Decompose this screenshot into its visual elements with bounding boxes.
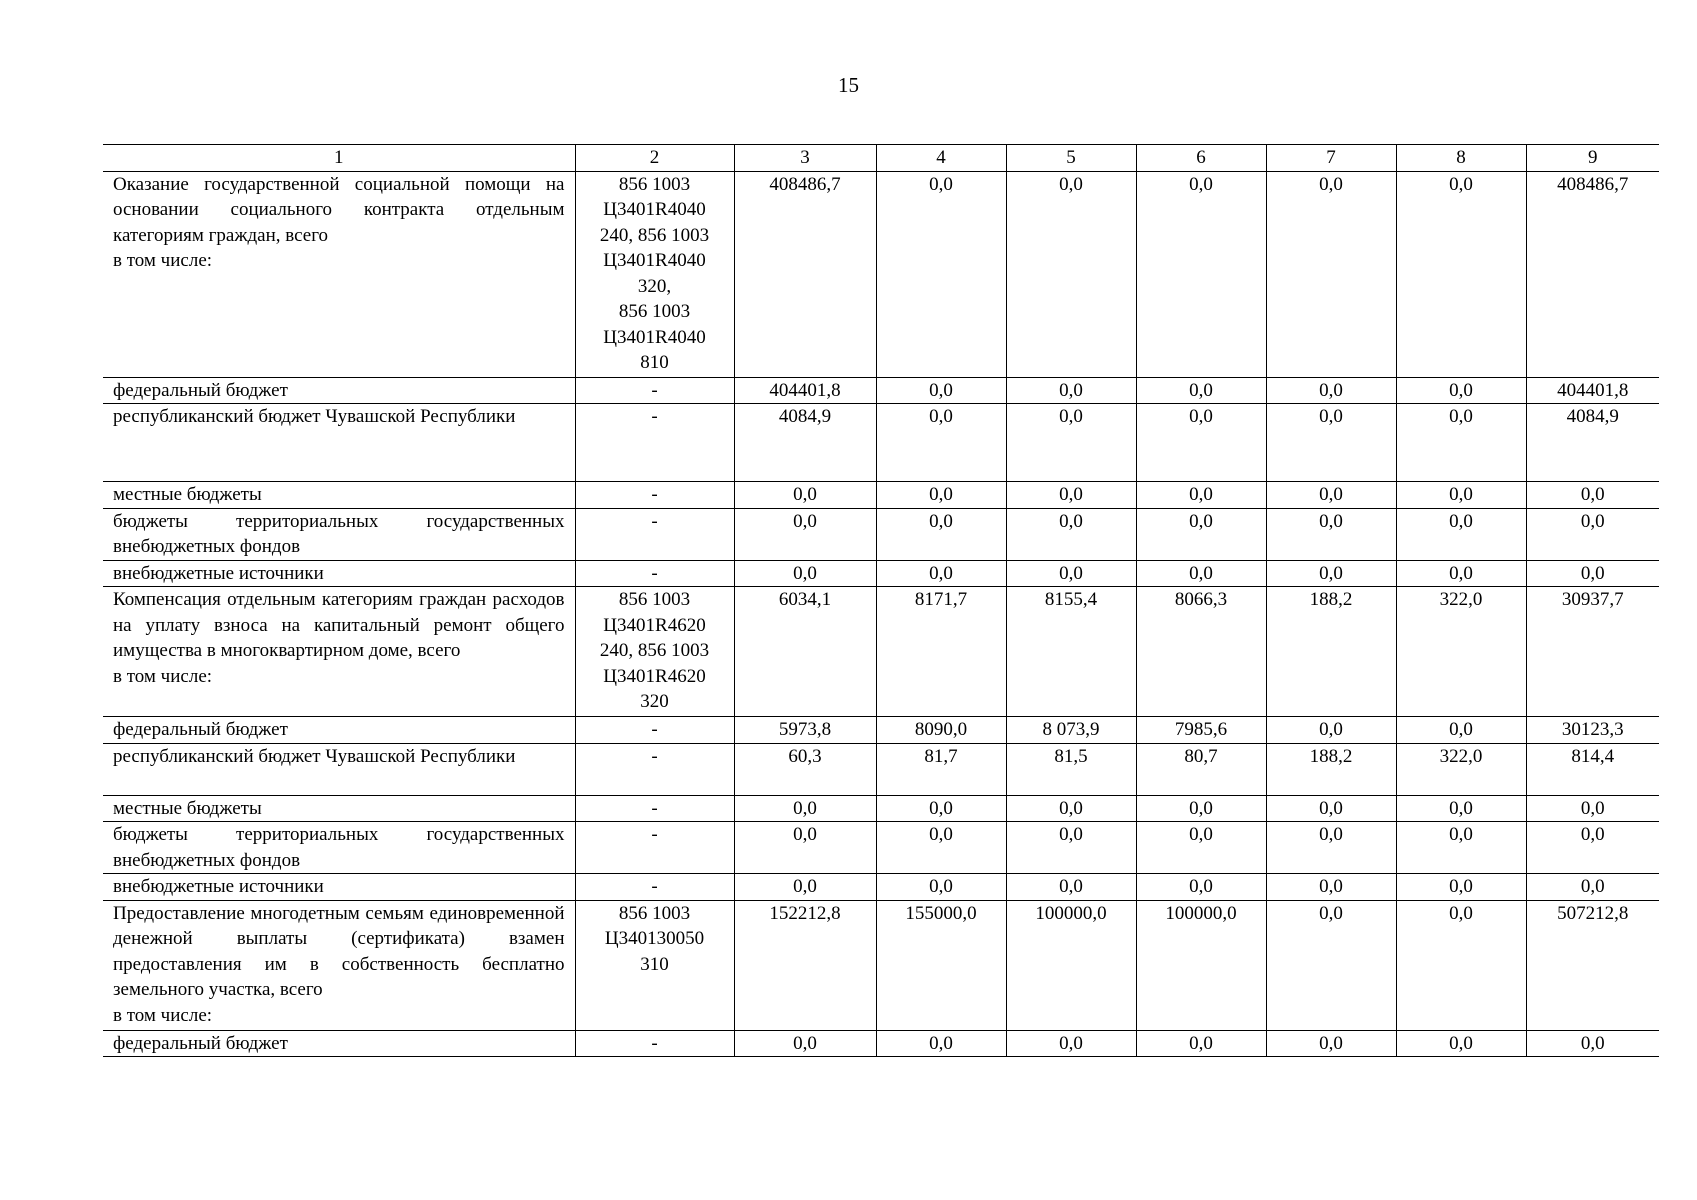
- value-cell: 60,3: [734, 743, 876, 795]
- value-cell: 0,0: [1136, 482, 1266, 509]
- row-code-line: 856 1003: [618, 589, 691, 610]
- row-code-cell: [575, 717, 734, 744]
- row-code-line: Ц3401R4040: [603, 199, 706, 220]
- row-code-line: -: [651, 824, 658, 845]
- value-cell: 0,0: [1396, 874, 1526, 901]
- row-code-line: 320,: [637, 275, 672, 297]
- value-cell: 0,0: [1136, 1030, 1266, 1057]
- row-code-line: 310: [640, 953, 669, 975]
- value-cell: 7985,6: [1136, 717, 1266, 744]
- value-cell: 0,0: [1266, 377, 1396, 404]
- row-code-cell: [575, 508, 734, 560]
- value-cell: 0,0: [1526, 508, 1659, 560]
- value-cell: 0,0: [1396, 822, 1526, 874]
- row-code-cell: [575, 482, 734, 509]
- value-cell: 30123,3: [1526, 717, 1659, 744]
- row-code-cell: [575, 377, 734, 404]
- table-row: [103, 587, 1659, 717]
- value-cell: 152212,8: [734, 900, 876, 1030]
- value-cell: 0,0: [1006, 1030, 1136, 1057]
- table-row: [103, 560, 1659, 587]
- value-cell: 0,0: [1396, 377, 1526, 404]
- table-row: [103, 795, 1659, 822]
- row-code-cell: [575, 822, 734, 874]
- row-name-cell: [103, 560, 575, 587]
- row-code-cell: [575, 795, 734, 822]
- row-code-line: -: [651, 719, 658, 740]
- value-cell: 8066,3: [1136, 587, 1266, 717]
- row-name-cell: [103, 587, 575, 717]
- value-cell: 0,0: [876, 508, 1006, 560]
- row-name-line: местные бюджеты: [113, 797, 262, 819]
- value-cell: 0,0: [1266, 482, 1396, 509]
- value-cell: 0,0: [1526, 560, 1659, 587]
- value-cell: 408486,7: [1526, 171, 1659, 377]
- row-code-line: -: [651, 379, 658, 401]
- value-cell: 0,0: [1396, 795, 1526, 822]
- value-cell: 408486,7: [734, 171, 876, 377]
- table-row: [103, 508, 1659, 560]
- row-code-line: 240, 856 1003: [599, 640, 710, 661]
- value-cell: 507212,8: [1526, 900, 1659, 1030]
- row-name-line: Компенсация отдельным категориям граждан расходов на уплату взноса на капитальный ремонт общего имущества в многоквартирном доме, всего: [113, 589, 565, 661]
- value-cell: 8090,0: [876, 717, 1006, 744]
- row-name-line: местные бюджеты: [113, 484, 262, 505]
- column-number: 9: [1526, 145, 1659, 172]
- table-body: [103, 171, 1659, 1057]
- table-row: [103, 822, 1659, 874]
- row-name-cell: [103, 1030, 575, 1057]
- row-name-cell: [103, 404, 575, 482]
- table-row: [103, 1030, 1659, 1057]
- value-cell: 0,0: [1136, 560, 1266, 587]
- value-cell: 0,0: [1136, 822, 1266, 874]
- row-code-line: -: [651, 876, 658, 897]
- value-cell: 0,0: [876, 377, 1006, 404]
- row-name-line: федеральный бюджет: [113, 1032, 288, 1054]
- value-cell: 0,0: [1266, 1030, 1396, 1057]
- value-cell: 4084,9: [734, 404, 876, 482]
- row-name-cell: [103, 900, 575, 1030]
- row-name-line: Оказание государственной социальной помощи на основании социального контракта отдельным категориям граждан, всего: [113, 173, 565, 246]
- row-name-cell: [103, 795, 575, 822]
- value-cell: 0,0: [734, 874, 876, 901]
- row-name-cell: [103, 822, 575, 874]
- value-cell: 0,0: [1006, 482, 1136, 509]
- value-cell: 0,0: [1006, 822, 1136, 874]
- row-name-cell: [103, 377, 575, 404]
- value-cell: 0,0: [1396, 508, 1526, 560]
- value-cell: 6034,1: [734, 587, 876, 717]
- value-cell: 0,0: [1266, 717, 1396, 744]
- page-number: 15: [838, 73, 859, 97]
- value-cell: 0,0: [1006, 874, 1136, 901]
- value-cell: 0,0: [1266, 874, 1396, 901]
- column-number: 4: [876, 145, 1006, 172]
- row-code-line: -: [651, 562, 658, 584]
- value-cell: 404401,8: [1526, 377, 1659, 404]
- value-cell: 0,0: [1396, 482, 1526, 509]
- row-name-line: в том числе:: [113, 665, 213, 687]
- value-cell: 0,0: [1006, 171, 1136, 377]
- row-code-line: Ц3401R4620: [603, 614, 706, 636]
- value-cell: 30937,7: [1526, 587, 1659, 717]
- value-cell: 322,0: [1396, 743, 1526, 795]
- budget-table: [103, 144, 1659, 1057]
- value-cell: 0,0: [876, 874, 1006, 901]
- value-cell: 100000,0: [1006, 900, 1136, 1030]
- value-cell: 0,0: [1396, 560, 1526, 587]
- value-cell: 0,0: [1266, 822, 1396, 874]
- table-row: [103, 900, 1659, 1030]
- table-row: [103, 404, 1659, 482]
- value-cell: 0,0: [1266, 560, 1396, 587]
- value-cell: 0,0: [1526, 874, 1659, 901]
- value-cell: 0,0: [1396, 717, 1526, 744]
- row-code-line: 856 1003: [618, 902, 691, 924]
- row-code-line: 240, 856 1003: [599, 224, 710, 246]
- value-cell: 0,0: [876, 1030, 1006, 1057]
- row-code-line: 856 1003: [618, 301, 691, 322]
- row-name-line: федеральный бюджет: [113, 719, 288, 740]
- value-cell: 0,0: [1396, 404, 1526, 482]
- row-code-line: -: [651, 797, 658, 819]
- value-cell: 0,0: [876, 404, 1006, 482]
- value-cell: 188,2: [1266, 743, 1396, 795]
- table-row: [103, 377, 1659, 404]
- value-cell: 404401,8: [734, 377, 876, 404]
- row-name-line: внебюджетные источники: [113, 562, 324, 584]
- row-code-line: Ц340130050: [604, 928, 705, 949]
- row-code-cell: [575, 1030, 734, 1057]
- value-cell: 0,0: [1526, 822, 1659, 874]
- value-cell: 0,0: [1526, 795, 1659, 822]
- value-cell: 0,0: [734, 482, 876, 509]
- row-code-line: 856 1003: [618, 173, 691, 195]
- value-cell: 0,0: [1396, 900, 1526, 1030]
- value-cell: 0,0: [876, 560, 1006, 587]
- value-cell: 0,0: [1396, 171, 1526, 377]
- value-cell: 0,0: [876, 482, 1006, 509]
- value-cell: 814,4: [1526, 743, 1659, 795]
- value-cell: 0,0: [1266, 508, 1396, 560]
- row-code-cell: [575, 404, 734, 482]
- row-code-line: Ц3401R4620: [603, 665, 706, 687]
- row-name-cell: [103, 743, 575, 795]
- row-name-cell: [103, 874, 575, 901]
- row-code-line: 810: [640, 352, 669, 373]
- row-name-line: бюджеты территориальных государственных внебюджетных фондов: [113, 824, 565, 871]
- row-code-cell: [575, 587, 734, 717]
- value-cell: 8155,4: [1006, 587, 1136, 717]
- value-cell: 4084,9: [1526, 404, 1659, 482]
- value-cell: 5973,8: [734, 717, 876, 744]
- row-name-cell: [103, 482, 575, 509]
- column-number: 7: [1266, 145, 1396, 172]
- column-number-row: [103, 145, 1659, 172]
- column-number: 6: [1136, 145, 1266, 172]
- row-code-line: -: [651, 406, 658, 427]
- value-cell: 81,7: [876, 743, 1006, 795]
- value-cell: 0,0: [1396, 1030, 1526, 1057]
- value-cell: 0,0: [734, 1030, 876, 1057]
- row-name-cell: [103, 508, 575, 560]
- value-cell: 188,2: [1266, 587, 1396, 717]
- value-cell: 0,0: [1136, 874, 1266, 901]
- value-cell: 322,0: [1396, 587, 1526, 717]
- value-cell: 0,0: [1006, 795, 1136, 822]
- value-cell: 100000,0: [1136, 900, 1266, 1030]
- column-number: 2: [575, 145, 734, 172]
- value-cell: 0,0: [1136, 795, 1266, 822]
- value-cell: 0,0: [734, 822, 876, 874]
- value-cell: 0,0: [1266, 900, 1396, 1030]
- row-name-cell: [103, 171, 575, 377]
- value-cell: 0,0: [1266, 404, 1396, 482]
- table-row: [103, 171, 1659, 377]
- value-cell: 0,0: [1136, 508, 1266, 560]
- value-cell: 0,0: [1266, 795, 1396, 822]
- row-code-line: -: [651, 745, 658, 767]
- row-code-line: Ц3401R4040: [603, 250, 706, 271]
- value-cell: 0,0: [1006, 404, 1136, 482]
- value-cell: 0,0: [1136, 404, 1266, 482]
- value-cell: 0,0: [876, 795, 1006, 822]
- value-cell: 80,7: [1136, 743, 1266, 795]
- row-code-line: 320: [640, 691, 669, 712]
- row-name-line: внебюджетные источники: [113, 876, 324, 897]
- value-cell: 0,0: [1136, 171, 1266, 377]
- table-row: [103, 743, 1659, 795]
- row-name-line: республиканский бюджет Чувашской Республики: [113, 406, 516, 427]
- row-name-line: Предоставление многодетным семьям единовременной денежной выплаты (сертификата) взамен предоставления им в собственность бесплатно земельного участка, всего: [113, 902, 565, 1000]
- table-row: [103, 874, 1659, 901]
- value-cell: 0,0: [1006, 508, 1136, 560]
- value-cell: 0,0: [1006, 377, 1136, 404]
- value-cell: 0,0: [1136, 377, 1266, 404]
- value-cell: 155000,0: [876, 900, 1006, 1030]
- column-number: 8: [1396, 145, 1526, 172]
- column-number: 3: [734, 145, 876, 172]
- column-number: 5: [1006, 145, 1136, 172]
- column-number: 1: [103, 145, 575, 172]
- row-code-line: -: [651, 510, 658, 532]
- row-name-line: республиканский бюджет Чувашской Республики: [113, 745, 516, 767]
- row-code-line: -: [651, 484, 658, 505]
- value-cell: 0,0: [1526, 1030, 1659, 1057]
- value-cell: 0,0: [734, 560, 876, 587]
- value-cell: 0,0: [876, 171, 1006, 377]
- value-cell: 8 073,9: [1006, 717, 1136, 744]
- row-code-line: -: [651, 1032, 658, 1054]
- row-code-cell: [575, 743, 734, 795]
- row-name-line: федеральный бюджет: [113, 379, 288, 401]
- value-cell: 0,0: [734, 795, 876, 822]
- value-cell: 0,0: [1526, 482, 1659, 509]
- table-row: [103, 717, 1659, 744]
- value-cell: 0,0: [1006, 560, 1136, 587]
- row-name-line: в том числе:: [113, 250, 213, 271]
- value-cell: 8171,7: [876, 587, 1006, 717]
- row-code-cell: [575, 171, 734, 377]
- row-code-cell: [575, 560, 734, 587]
- row-code-cell: [575, 900, 734, 1030]
- value-cell: 0,0: [876, 822, 1006, 874]
- row-code-cell: [575, 874, 734, 901]
- row-name-line: бюджеты территориальных государственных внебюджетных фондов: [113, 510, 565, 557]
- table-row: [103, 482, 1659, 509]
- row-name-cell: [103, 717, 575, 744]
- row-code-line: Ц3401R4040: [603, 326, 706, 348]
- value-cell: 0,0: [1266, 171, 1396, 377]
- row-name-line: в том числе:: [113, 1004, 213, 1026]
- value-cell: 0,0: [734, 508, 876, 560]
- value-cell: 81,5: [1006, 743, 1136, 795]
